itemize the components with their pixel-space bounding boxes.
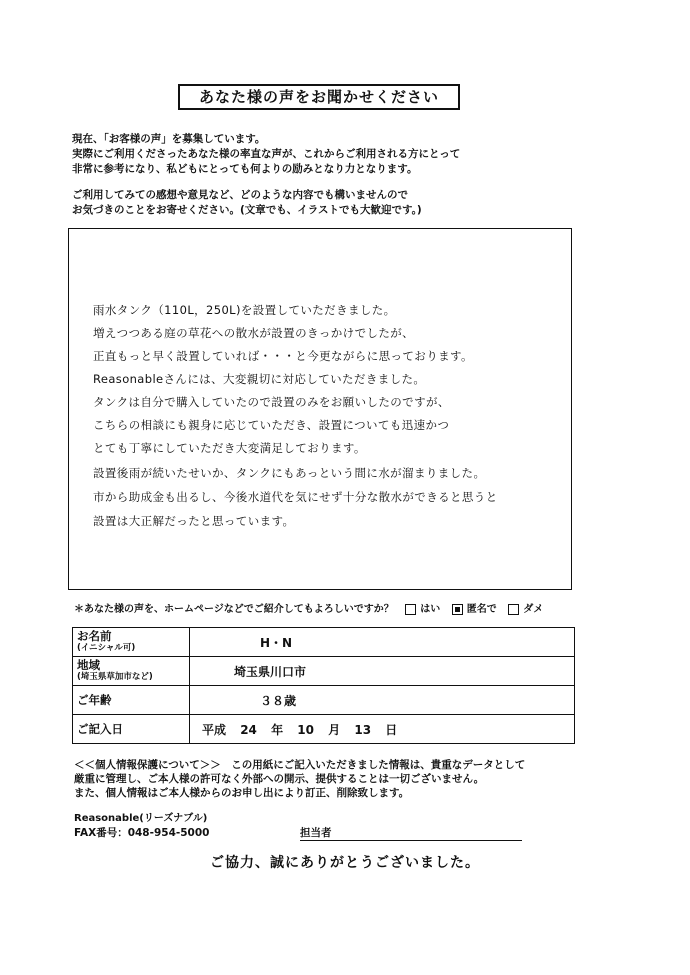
comment-line: 設置は大正解だったと思っています。	[93, 514, 295, 528]
date-label: ご記入日	[77, 722, 123, 736]
staff-field[interactable]	[300, 825, 522, 841]
intro-line-4: ご利用してみての感想や意見など、どのような内容でも構いませんので	[72, 189, 408, 201]
date-day: 13	[354, 722, 372, 737]
info-table	[72, 627, 575, 744]
comment-line: 雨水タンク（110L，250L)を設置していただきました。	[93, 303, 396, 317]
comment-line: 増えつつある庭の草花への散水が設置のきっかけでしたが、	[93, 326, 415, 340]
thanks-message: ご協力、誠にありがとうございました。	[210, 855, 480, 871]
region-label-cell	[73, 657, 190, 686]
comment-box[interactable]	[68, 228, 572, 590]
region-field[interactable]: 埼玉県川口市	[190, 657, 575, 686]
consent-no-label: ダメ	[523, 604, 544, 615]
table-row	[73, 715, 575, 744]
intro-line-3: 非常に参考になり、私どもにとっても何よりの励みとなり力となります。	[72, 163, 418, 175]
comment-line: 市から助成金も出るし、今後水道代を気にせず十分な散水ができると思うと	[93, 490, 498, 504]
company-name: Reasonable(リーズナブル)	[74, 813, 208, 824]
table-row	[73, 657, 575, 686]
age-label: ご年齢	[77, 693, 112, 707]
date-label-cell	[73, 715, 190, 744]
name-label-cell	[73, 628, 190, 657]
date-field[interactable]	[190, 715, 575, 744]
date-era: 平成	[202, 722, 227, 737]
comment-line: タンクは自分で購入していたので設置のみをお願いしたのですが、	[93, 395, 450, 409]
comment-line: 設置後雨が続いたせいか、タンクにもあっという間に水が溜まりました。	[93, 466, 486, 480]
region-sub-label: (埼玉県草加市など)	[77, 672, 153, 682]
fax-number: FAX番号：048-954-5000	[74, 827, 210, 839]
region-label: 地域	[77, 658, 100, 672]
comment-line: 正直もっと早く設置していれば・・・と今更ながらに思っております。	[93, 349, 473, 363]
date-year-unit: 年	[271, 722, 284, 737]
name-sub-label: (イニシャル可)	[77, 643, 136, 653]
consent-anonymous-checkbox[interactable]	[452, 604, 463, 615]
consent-anonymous-label: 匿名で	[466, 604, 497, 615]
age-label-cell	[73, 686, 190, 715]
comment-line: Reasonableさんには、大変親切に対応していただきました。	[93, 372, 426, 386]
date-month: 10	[297, 722, 314, 737]
intro-line-2: 実際にご利用くださったあなた様の率直な声が、これからご利用される方にとって	[72, 148, 461, 160]
age-field[interactable]: ３８歳	[190, 686, 575, 715]
name-label: お名前	[77, 629, 112, 643]
consent-row	[74, 600, 543, 615]
consent-question: ＊あなた様の声を、ホームページなどでご紹介してもよろしいですか？	[74, 604, 394, 615]
intro-line-5: お気づきのことをお寄せください。(文章でも、イラストでも大歓迎です。)	[72, 204, 422, 216]
table-row	[73, 686, 575, 715]
date-month-unit: 月	[328, 722, 341, 737]
privacy-line-1: ＜＜個人情報保護について＞＞ この用紙にご記入いただきました情報は、貴重なデータとして	[74, 759, 526, 771]
consent-yes-label: はい	[420, 604, 441, 615]
privacy-line-2: 厳重に管理し、ご本人様の許可なく外部への開示、提供することは一切ございません。	[74, 773, 485, 785]
staff-label: 担当者	[300, 827, 332, 839]
page-title: あなた様の声をお聞かせください	[178, 84, 460, 110]
comment-line: とても丁寧にしていただき大変満足しております。	[93, 441, 366, 455]
date-year: 24	[240, 722, 257, 737]
consent-yes-checkbox[interactable]	[405, 604, 416, 615]
date-day-unit: 日	[385, 722, 398, 737]
intro-line-1: 現在、「お客様の声」を募集しています。	[72, 133, 266, 145]
table-row	[73, 628, 575, 657]
privacy-line-3: また、個人情報はご本人様からのお申し出により訂正、削除致します。	[74, 787, 410, 799]
name-field[interactable]: H・N	[190, 628, 575, 657]
comment-line: こちらの相談にも親身に応じていただき、設置についても迅速かつ	[93, 418, 450, 432]
consent-no-checkbox[interactable]	[508, 604, 519, 615]
